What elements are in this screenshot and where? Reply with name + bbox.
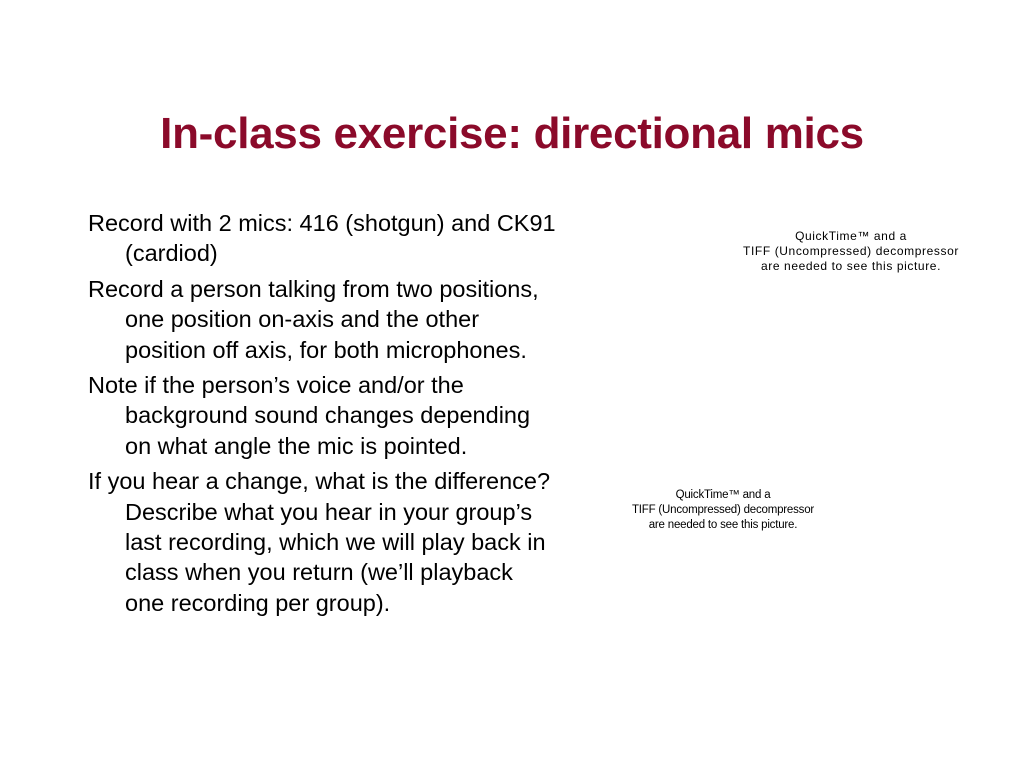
placeholder-line: TIFF (Uncompressed) decompressor <box>743 244 959 258</box>
bullet-item: Record with 2 mics: 416 (shotgun) and CK91 (cardiod) <box>88 210 556 267</box>
quicktime-image-placeholder <box>726 229 976 274</box>
bullet-item: Record a person talking from two positions, one position on-axis and the other position off axis, for both microphones. <box>88 275 539 363</box>
placeholder-line: QuickTime™ and a <box>795 229 907 243</box>
bullet-item: Note if the person’s voice and/or the background sound changes depending on what angle the mic is pointed. <box>88 372 531 459</box>
quicktime-image-placeholder <box>612 488 834 533</box>
placeholder-line: are needed to see this picture. <box>648 519 798 531</box>
placeholder-line: TIFF (Uncompressed) decompressor <box>631 504 815 516</box>
placeholder-line: QuickTime™ and a <box>675 489 771 501</box>
slide-title: In-class exercise: directional mics <box>160 109 864 158</box>
bullet-item: If you hear a change, what is the difference? Describe what you hear in your group’s last recording, which we will play back in class when you return (we’ll playback one recording per group). <box>88 468 551 616</box>
placeholder-line: are needed to see this picture. <box>760 259 942 273</box>
bullet-list <box>88 208 558 623</box>
